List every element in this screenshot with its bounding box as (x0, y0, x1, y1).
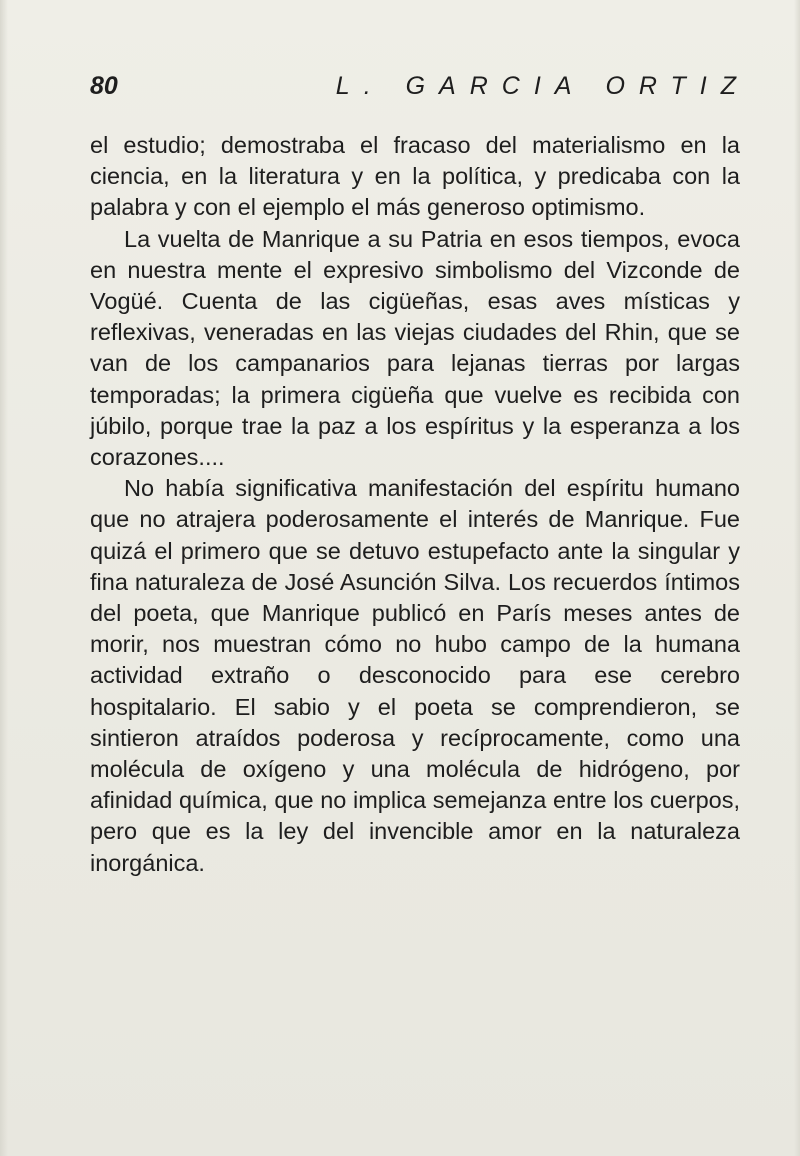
running-title: L. GARCIA ORTIZ (335, 72, 750, 100)
running-head (90, 72, 750, 106)
body-text (90, 130, 740, 879)
paragraph-continuation: el estudio; demostraba el fracaso del materialismo en la ciencia, en la literatura y en la política, y predicaba con la palabra y con el ejemplo el más generoso optimismo. (90, 132, 740, 221)
page-edge-shadow-right (794, 0, 800, 1156)
page-edge-shadow-left (0, 0, 8, 1156)
paragraph-silva: No había significativa manifestación del espíritu humano que no atrajera poderosamente el interés de Manrique. Fue quizá el primero que se detuvo estupefacto ante la singular y fina naturaleza de José Asunción Silva. Los recuerdos íntimos del poeta, que Manrique publicó en París meses antes de morir, nos muestran cómo no hubo campo de la humana actividad extraño o desconocido para ese cerebro hospitalario. El sabio y el poeta se comprendieron, se sintieron atraídos poderosa y recíprocamente, como una molécula de oxígeno y una molécula de hidrógeno, por afinidad química, que no implica semejanza entre los cuerpos, pero que es la ley del invencible amor en la naturaleza inorgánica. (90, 475, 740, 876)
page-number: 80 (90, 72, 118, 100)
paragraph-storks: La vuelta de Manrique a su Patria en esos tiempos, evoca en nuestra mente el expresivo simbolismo del Vizconde de Vogüé. Cuenta de las cigüeñas, esas aves místicas y reflexivas, veneradas en las viejas ciudades del Rhin, que se van de los campanarios para lejanas tierras por largas temporadas; la primera cigüeña que vuelve es recibida con júbilo, porque trae la paz a los espíritus y la esperanza a los corazones.... (90, 225, 740, 471)
